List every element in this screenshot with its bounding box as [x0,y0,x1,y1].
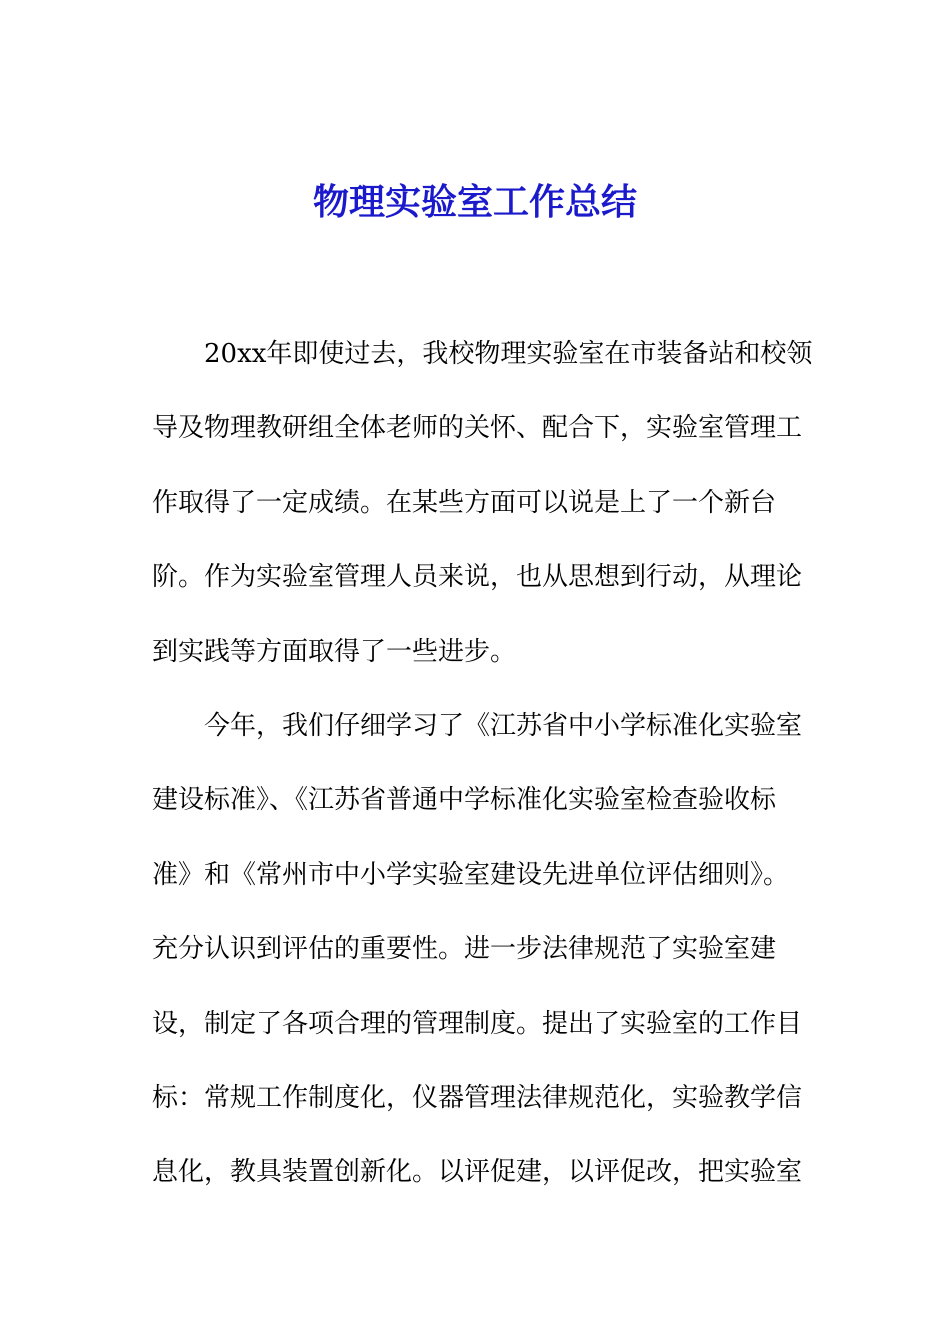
paragraph-line: 阶。作为实验室管理人员来说，也从思想到行动，从理论 [152,562,803,593]
paragraph-line: 到实践等方面取得了一些进步。 [152,636,517,667]
paragraph-line: 息化，教具装置创新化。以评促建，以评促改，把实验室 [152,1157,803,1188]
paragraph-line: 建设标准》、《江苏省普通中学标准化实验室检查验收标 [152,785,777,816]
paragraph-line: 标：常规工作制度化，仪器管理法律规范化，实验教学信 [152,1082,803,1113]
paragraph-line: 充分认识到评估的重要性。进一步法律规范了实验室建 [152,934,777,965]
paragraph-line: 导及物理教研组全体老师的关怀、配合下，实验室管理工 [152,413,803,444]
paragraph-line: 20xx年即使过去，我校物理实验室在市装备站和校领 [204,339,813,369]
paragraph-line: 今年，我们仔细学习了《江苏省中小学标准化实验室 [204,710,803,741]
paragraph-line: 准》和《常州市中小学实验室建设先进单位评估细则》。 [152,859,790,890]
paragraph-line: 设，制定了各项合理的管理制度。提出了实验室的工作目 [152,1008,803,1039]
document-body [152,334,813,1227]
document-title: 物理实验室工作总结 [312,181,637,223]
paragraph-line: 作取得了一定成绩。在某些方面可以说是上了一个新台 [152,487,777,518]
